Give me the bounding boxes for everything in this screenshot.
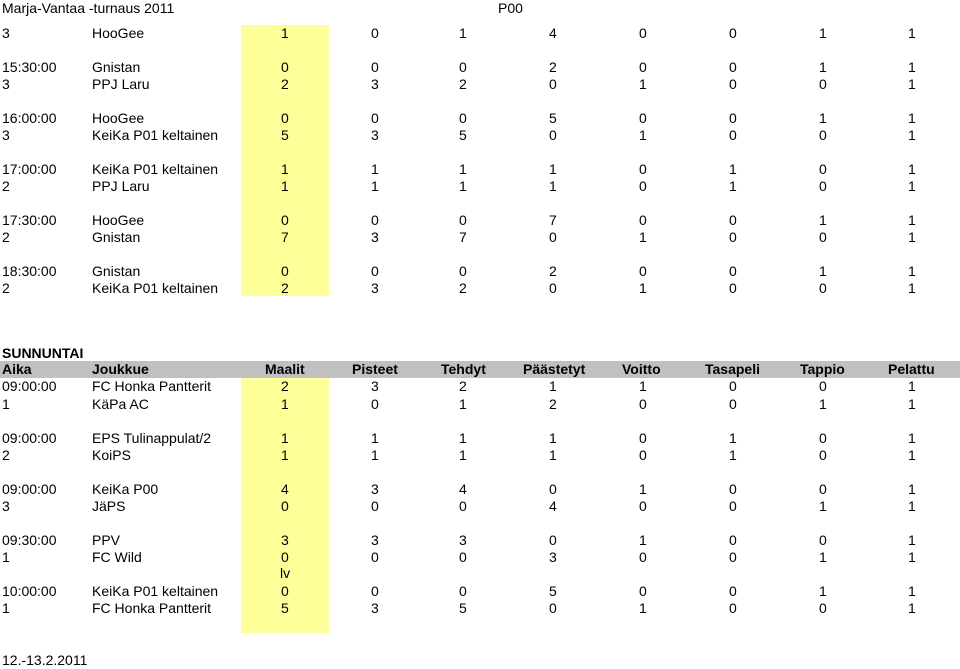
cell-value: 0 <box>639 583 647 599</box>
cell-value: 1 <box>908 178 916 194</box>
cell-value: 1 <box>729 178 737 194</box>
cell-value: 1 <box>639 127 647 143</box>
cell-value: 1 <box>908 127 916 143</box>
cell-value: 1 <box>908 498 916 514</box>
cell-value: 1 <box>371 447 379 463</box>
cell-value: 0 <box>281 498 289 514</box>
cell-value: 1 <box>639 229 647 245</box>
cell-value: 0 <box>729 212 737 228</box>
cell-value: 3 <box>371 532 379 548</box>
cell-value: 0 <box>819 161 827 177</box>
cell-value: 0 <box>639 549 647 565</box>
cell-value: 1 <box>729 430 737 446</box>
cell-value: 1 <box>908 110 916 126</box>
cell-value: 0 <box>371 25 379 41</box>
cell-time-rank: 2 <box>2 178 10 194</box>
table-row <box>0 127 960 144</box>
cell-value: 0 <box>819 532 827 548</box>
col-header-pisteet: Pisteet <box>352 361 398 377</box>
cell-time-rank: 3 <box>2 25 10 41</box>
cell-value: 1 <box>819 549 827 565</box>
cell-time-rank: 1 <box>2 396 10 412</box>
cell-value: 0 <box>729 110 737 126</box>
table-row <box>0 110 960 127</box>
cell-time-rank: 17:30:00 <box>2 212 57 228</box>
cell-team: HooGee <box>92 25 145 41</box>
cell-value: 0 <box>549 127 557 143</box>
cell-value: 0 <box>819 229 827 245</box>
table-row <box>0 498 960 515</box>
cell-value: 0 <box>639 178 647 194</box>
cell-time-rank: 1 <box>2 549 10 565</box>
cell-value: 1 <box>639 532 647 548</box>
column-header-row <box>0 361 960 378</box>
cell-value: 1 <box>459 178 467 194</box>
cell-value: 0 <box>639 263 647 279</box>
cell-time-rank: 15:30:00 <box>2 59 57 75</box>
table-row <box>0 396 960 413</box>
cell-team: KäPa AC <box>92 396 149 412</box>
cell-value: 0 <box>639 498 647 514</box>
cell-time-rank: 1 <box>2 600 10 616</box>
table-row <box>0 212 960 229</box>
cell-value: 1 <box>371 178 379 194</box>
cell-value: 5 <box>281 600 289 616</box>
cell-value: 1 <box>281 25 289 41</box>
cell-value: 1 <box>819 498 827 514</box>
cell-value: 4 <box>459 481 467 497</box>
table-row <box>0 583 960 600</box>
cell-value: 0 <box>819 430 827 446</box>
cell-value: 1 <box>908 229 916 245</box>
table-row <box>0 481 960 498</box>
cell-value: 0 <box>459 583 467 599</box>
cell-team: PPV <box>92 532 121 548</box>
cell-value: 0 <box>549 481 557 497</box>
cell-value: 0 <box>639 161 647 177</box>
cell-value: 0 <box>729 481 737 497</box>
table-row <box>0 229 960 246</box>
cell-value: 3 <box>371 229 379 245</box>
cell-value: 0 <box>639 110 647 126</box>
cell-value: 1 <box>281 396 289 412</box>
cell-value: 0 <box>371 59 379 75</box>
cell-team: KoiPS <box>92 447 131 463</box>
cell-team: EPS Tulinappulat/2 <box>92 430 212 446</box>
cell-value: 3 <box>371 127 379 143</box>
cell-value: 1 <box>729 161 737 177</box>
cell-team: FC Wild <box>92 549 142 565</box>
cell-value: 1 <box>639 600 647 616</box>
cell-time-rank: 3 <box>2 76 10 92</box>
cell-value: 0 <box>729 263 737 279</box>
table-row <box>0 430 960 447</box>
cell-value: 1 <box>371 430 379 446</box>
cell-value: 2 <box>549 263 557 279</box>
cell-value: 0 <box>371 498 379 514</box>
cell-value: 0 <box>819 378 827 394</box>
cell-value: 0 <box>549 600 557 616</box>
cell-value: 1 <box>908 212 916 228</box>
cell-value: 3 <box>371 481 379 497</box>
cell-value: 5 <box>281 127 289 143</box>
col-header-aika: Aika <box>2 361 32 377</box>
cell-value: 0 <box>459 110 467 126</box>
cell-time-rank: 3 <box>2 498 10 514</box>
cell-value: 4 <box>549 498 557 514</box>
cell-value: 1 <box>819 583 827 599</box>
group-label: P00 <box>498 0 523 16</box>
col-header-pelattu: Pelattu <box>888 361 935 377</box>
cell-value: 1 <box>281 178 289 194</box>
cell-value: 3 <box>459 532 467 548</box>
cell-value: 1 <box>639 481 647 497</box>
cell-value: 1 <box>908 549 916 565</box>
cell-value: 1 <box>908 59 916 75</box>
table-row <box>0 532 960 549</box>
col-header-paastetyt: Päästetyt <box>523 361 586 377</box>
cell-value: 0 <box>639 396 647 412</box>
cell-value: 4 <box>549 25 557 41</box>
footer-date: 12.-13.2.2011 <box>2 652 88 668</box>
cell-value: 0 <box>281 549 289 565</box>
col-header-tasapeli: Tasapeli <box>705 361 760 377</box>
cell-value: 1 <box>908 396 916 412</box>
cell-value: 0 <box>819 600 827 616</box>
cell-value: 1 <box>281 161 289 177</box>
cell-value: 0 <box>639 447 647 463</box>
col-header-joukkue: Joukkue <box>92 361 149 377</box>
cell-value: 1 <box>459 447 467 463</box>
cell-value: 0 <box>639 212 647 228</box>
cell-value: 0 <box>639 59 647 75</box>
col-header-voitto: Voitto <box>622 361 661 377</box>
cell-value: 0 <box>549 280 557 296</box>
cell-time-rank: 09:00:00 <box>2 481 57 497</box>
cell-time-rank: 09:00:00 <box>2 378 57 394</box>
table-row <box>0 178 960 195</box>
cell-value: 1 <box>459 25 467 41</box>
cell-team: FC Honka Pantterit <box>92 378 212 394</box>
table-row <box>0 600 960 617</box>
cell-value: 2 <box>281 280 289 296</box>
cell-time-rank: 09:30:00 <box>2 532 57 548</box>
cell-value: 0 <box>729 127 737 143</box>
cell-value: 1 <box>819 396 827 412</box>
cell-value: 0 <box>371 263 379 279</box>
cell-value: 1 <box>459 396 467 412</box>
cell-value: 0 <box>281 583 289 599</box>
cell-value: 0 <box>819 127 827 143</box>
cell-value: 7 <box>281 229 289 245</box>
cell-value: 1 <box>729 447 737 463</box>
cell-team: KeiKa P01 keltainen <box>92 161 219 177</box>
cell-note: lv <box>280 565 291 581</box>
cell-value: 0 <box>819 280 827 296</box>
cell-value: 0 <box>639 430 647 446</box>
cell-team: KeiKa P00 <box>92 481 159 497</box>
table-row <box>0 76 960 93</box>
cell-value: 4 <box>281 481 289 497</box>
cell-value: 1 <box>549 378 557 394</box>
cell-value: 3 <box>281 532 289 548</box>
cell-value: 0 <box>281 110 289 126</box>
cell-value: 1 <box>549 447 557 463</box>
cell-value: 1 <box>908 447 916 463</box>
cell-value: 2 <box>281 76 289 92</box>
cell-value: 0 <box>281 212 289 228</box>
cell-value: 1 <box>281 447 289 463</box>
cell-value: 0 <box>371 583 379 599</box>
cell-value: 0 <box>729 549 737 565</box>
cell-value: 0 <box>549 76 557 92</box>
cell-value: 1 <box>908 532 916 548</box>
cell-value: 2 <box>549 59 557 75</box>
cell-team: JäPS <box>92 498 126 514</box>
cell-value: 1 <box>819 212 827 228</box>
cell-value: 0 <box>639 25 647 41</box>
cell-value: 0 <box>371 549 379 565</box>
cell-value: 0 <box>729 229 737 245</box>
cell-value: 3 <box>371 378 379 394</box>
cell-team: HooGee <box>92 212 145 228</box>
cell-value: 1 <box>549 430 557 446</box>
cell-value: 0 <box>819 481 827 497</box>
cell-value: 0 <box>459 498 467 514</box>
cell-team: Gnistan <box>92 59 141 75</box>
cell-value: 0 <box>371 396 379 412</box>
table-row <box>0 59 960 76</box>
cell-value: 0 <box>729 76 737 92</box>
cell-team: Gnistan <box>92 229 141 245</box>
col-header-maalit: Maalit <box>265 361 305 377</box>
cell-time-rank: 16:00:00 <box>2 110 57 126</box>
cell-value: 0 <box>459 59 467 75</box>
cell-value: 2 <box>281 378 289 394</box>
table-row <box>0 25 960 42</box>
cell-value: 1 <box>908 25 916 41</box>
cell-value: 2 <box>459 280 467 296</box>
section-title-sunday: SUNNUNTAI <box>2 345 84 361</box>
cell-value: 7 <box>549 212 557 228</box>
cell-value: 1 <box>908 430 916 446</box>
cell-value: 1 <box>549 161 557 177</box>
cell-value: 7 <box>459 229 467 245</box>
cell-value: 1 <box>908 378 916 394</box>
cell-value: 1 <box>819 59 827 75</box>
cell-value: 1 <box>908 600 916 616</box>
cell-value: 5 <box>459 127 467 143</box>
cell-value: 0 <box>281 263 289 279</box>
cell-team: PPJ Laru <box>92 178 150 194</box>
cell-value: 3 <box>549 549 557 565</box>
cell-value: 0 <box>729 25 737 41</box>
col-header-tappio: Tappio <box>800 361 845 377</box>
cell-value: 3 <box>371 76 379 92</box>
cell-team: FC Honka Pantterit <box>92 600 212 616</box>
cell-team: Gnistan <box>92 263 141 279</box>
cell-value: 3 <box>371 600 379 616</box>
cell-value: 5 <box>549 583 557 599</box>
cell-value: 0 <box>549 532 557 548</box>
col-header-tehdyt: Tehdyt <box>441 361 486 377</box>
cell-time-rank: 3 <box>2 127 10 143</box>
cell-value: 1 <box>819 110 827 126</box>
cell-value: 1 <box>549 178 557 194</box>
table-row <box>0 378 960 395</box>
cell-value: 5 <box>549 110 557 126</box>
cell-value: 1 <box>459 161 467 177</box>
cell-value: 0 <box>371 110 379 126</box>
cell-value: 1 <box>639 280 647 296</box>
cell-value: 0 <box>459 263 467 279</box>
cell-time-rank: 2 <box>2 280 10 296</box>
cell-value: 0 <box>459 212 467 228</box>
cell-value: 1 <box>639 378 647 394</box>
cell-value: 2 <box>549 396 557 412</box>
cell-value: 0 <box>729 532 737 548</box>
cell-value: 2 <box>459 76 467 92</box>
cell-value: 0 <box>729 59 737 75</box>
cell-value: 2 <box>459 378 467 394</box>
cell-value: 0 <box>729 583 737 599</box>
cell-team: KeiKa P01 keltainen <box>92 583 219 599</box>
cell-value: 1 <box>371 161 379 177</box>
cell-value: 1 <box>908 481 916 497</box>
table-row <box>0 549 960 566</box>
cell-time-rank: 17:00:00 <box>2 161 57 177</box>
cell-time-rank: 2 <box>2 229 10 245</box>
cell-value: 1 <box>819 25 827 41</box>
cell-value: 1 <box>908 76 916 92</box>
cell-value: 0 <box>819 447 827 463</box>
cell-team: PPJ Laru <box>92 76 150 92</box>
table-row <box>0 280 960 297</box>
cell-value: 0 <box>371 212 379 228</box>
cell-time-rank: 2 <box>2 447 10 463</box>
cell-value: 0 <box>729 498 737 514</box>
cell-value: 0 <box>729 280 737 296</box>
cell-time-rank: 09:00:00 <box>2 430 57 446</box>
sheet-title: Marja-Vantaa -turnaus 2011 <box>2 0 175 16</box>
cell-value: 1 <box>819 263 827 279</box>
cell-value: 0 <box>459 549 467 565</box>
table-row <box>0 161 960 178</box>
cell-team: HooGee <box>92 110 145 126</box>
cell-value: 1 <box>908 583 916 599</box>
cell-value: 1 <box>639 76 647 92</box>
cell-value: 1 <box>908 263 916 279</box>
cell-team: KeiKa P01 keltainen <box>92 280 219 296</box>
table-row <box>0 263 960 280</box>
cell-value: 0 <box>729 396 737 412</box>
cell-value: 0 <box>819 178 827 194</box>
cell-value: 0 <box>281 59 289 75</box>
cell-value: 0 <box>729 600 737 616</box>
cell-team: KeiKa P01 keltainen <box>92 127 219 143</box>
cell-value: 0 <box>549 229 557 245</box>
cell-value: 1 <box>281 430 289 446</box>
cell-value: 0 <box>819 76 827 92</box>
cell-time-rank: 10:00:00 <box>2 583 57 599</box>
cell-value: 0 <box>729 378 737 394</box>
cell-value: 1 <box>908 280 916 296</box>
cell-value: 3 <box>371 280 379 296</box>
cell-value: 1 <box>459 430 467 446</box>
cell-value: 1 <box>908 161 916 177</box>
cell-time-rank: 18:30:00 <box>2 263 57 279</box>
cell-value: 5 <box>459 600 467 616</box>
table-row <box>0 447 960 464</box>
